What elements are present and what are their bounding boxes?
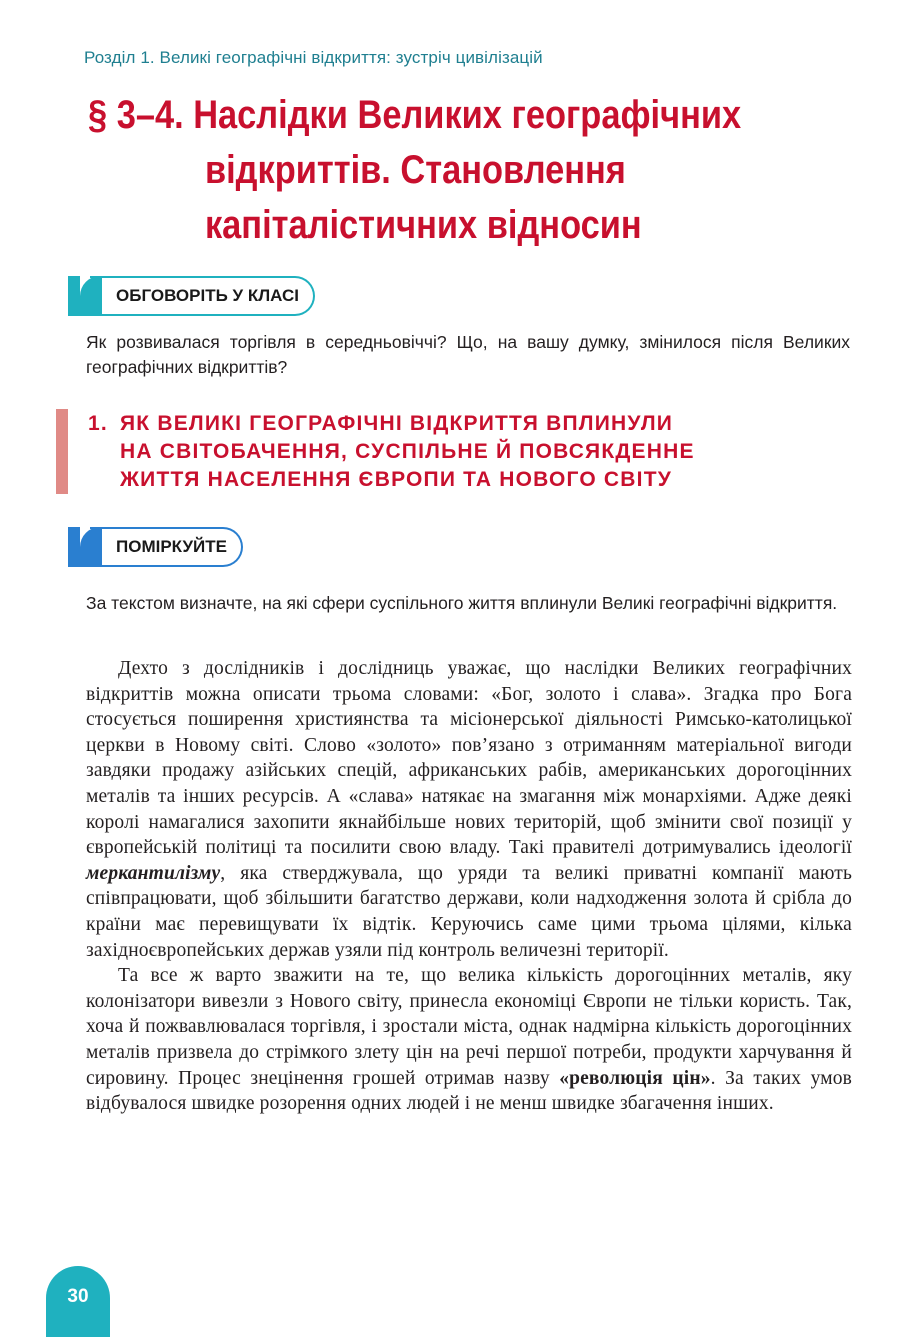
paragraph-1-part-b: , яка стверджувала, що уряди та великі приватні компанії мають співпрацювати, щоб збільшити багатство держави, коли надходження золота й срібла до країни має перевищувати їх відтік. Керуючись саме цими трьома цілями, кілька західноєвропейських держав узяли під контроль величезні території. bbox=[86, 862, 852, 961]
main-text bbox=[86, 656, 852, 1117]
think-badge-label: ПОМІРКУЙТЕ bbox=[116, 537, 227, 556]
section-number: 1. bbox=[88, 412, 108, 435]
page-title bbox=[88, 88, 776, 253]
title-line-1: § 3–4. Наслідки Великих географічних bbox=[88, 93, 742, 137]
discuss-badge-label: ОБГОВОРІТЬ У КЛАСІ bbox=[116, 286, 299, 305]
section-accent-bar bbox=[56, 409, 68, 494]
paragraph-2-part-a: Та все ж варто зважити на те, що велика кількість дорогоцінних металів, яку колонізатори вивезли з Нового світу, принесла економіці Європи не тільки користь. Так, хоча й пожвавлювалася торгівля, і зростали міста, однак надмірна кількість дорогоцінних металів призвела до стрімкого злету цін на речі першої потреби, продукти харчування й сировину. Процес знецінення грошей отримав назву bbox=[86, 965, 852, 1089]
paragraph-1 bbox=[86, 656, 852, 963]
think-badge-bar bbox=[68, 527, 80, 567]
running-header: Розділ 1. Великі географічні відкриття: зустріч цивілізацій bbox=[84, 48, 543, 67]
paragraph-1-part-a: Дехто з дослідників і дослідниць уважає, що наслідки Великих географічних відкриттів можна описати трьома словами: «Бог, золото і слава». Згадка про Бога стосується поширення християнства та місіонерської діяльності Римсько-католицької церкви в Новому світі. Слово «золото» пов’язано з отриманням матеріальної вигоди завдяки продажу азійських спецій, африканських рабів, американських дорогоцінних металів та інших ресурсів. А «слава» натякає на змагання між монархіями. Адже деякі королі намагалися захопити якнайбільше нових територій, щоб змінити свої позиції у європейській політиці та посилити свою владу. Такі правителі дотримувались ідеології bbox=[86, 658, 852, 859]
title-line-3: капіталістичних відносин bbox=[204, 203, 642, 247]
term-mercantilism: меркантилізму bbox=[86, 862, 221, 884]
discuss-badge-bar bbox=[68, 276, 80, 316]
term-price-revolution: «революція цін» bbox=[559, 1067, 711, 1089]
section-heading bbox=[88, 410, 808, 494]
paragraph-2 bbox=[86, 963, 852, 1117]
section-heading-line-2: НА СВІТОБАЧЕННЯ, СУСПІЛЬНЕ Й ПОВСЯКДЕННЕ bbox=[120, 440, 695, 463]
paragraph-2-part-b: . За таких умов відбувалося швидке розорення одних людей і не менш швидке збагачення інших. bbox=[86, 1067, 853, 1115]
discuss-badge-pill bbox=[90, 276, 315, 316]
page-number: 30 bbox=[67, 1286, 89, 1307]
think-question: За текстом визначте, на які сфери суспільного життя вплинули Великі географічні відкриття. bbox=[86, 593, 838, 613]
discuss-question: Як розвивалася торгівля в середньовіччі? Що, на вашу думку, змінилося після Великих географічних відкриттів? bbox=[86, 332, 850, 377]
section-heading-line-3: ЖИТТЯ НАСЕЛЕННЯ ЄВРОПИ ТА НОВОГО СВІТУ bbox=[120, 468, 672, 491]
think-badge-pill bbox=[90, 527, 243, 567]
section-heading-line-1: ЯК ВЕЛИКІ ГЕОГРАФІЧНІ ВІДКРИТТЯ ВПЛИНУЛИ bbox=[120, 412, 674, 435]
title-line-2: відкриттів. Становлення bbox=[204, 148, 626, 192]
page-number-tab bbox=[46, 1266, 110, 1337]
